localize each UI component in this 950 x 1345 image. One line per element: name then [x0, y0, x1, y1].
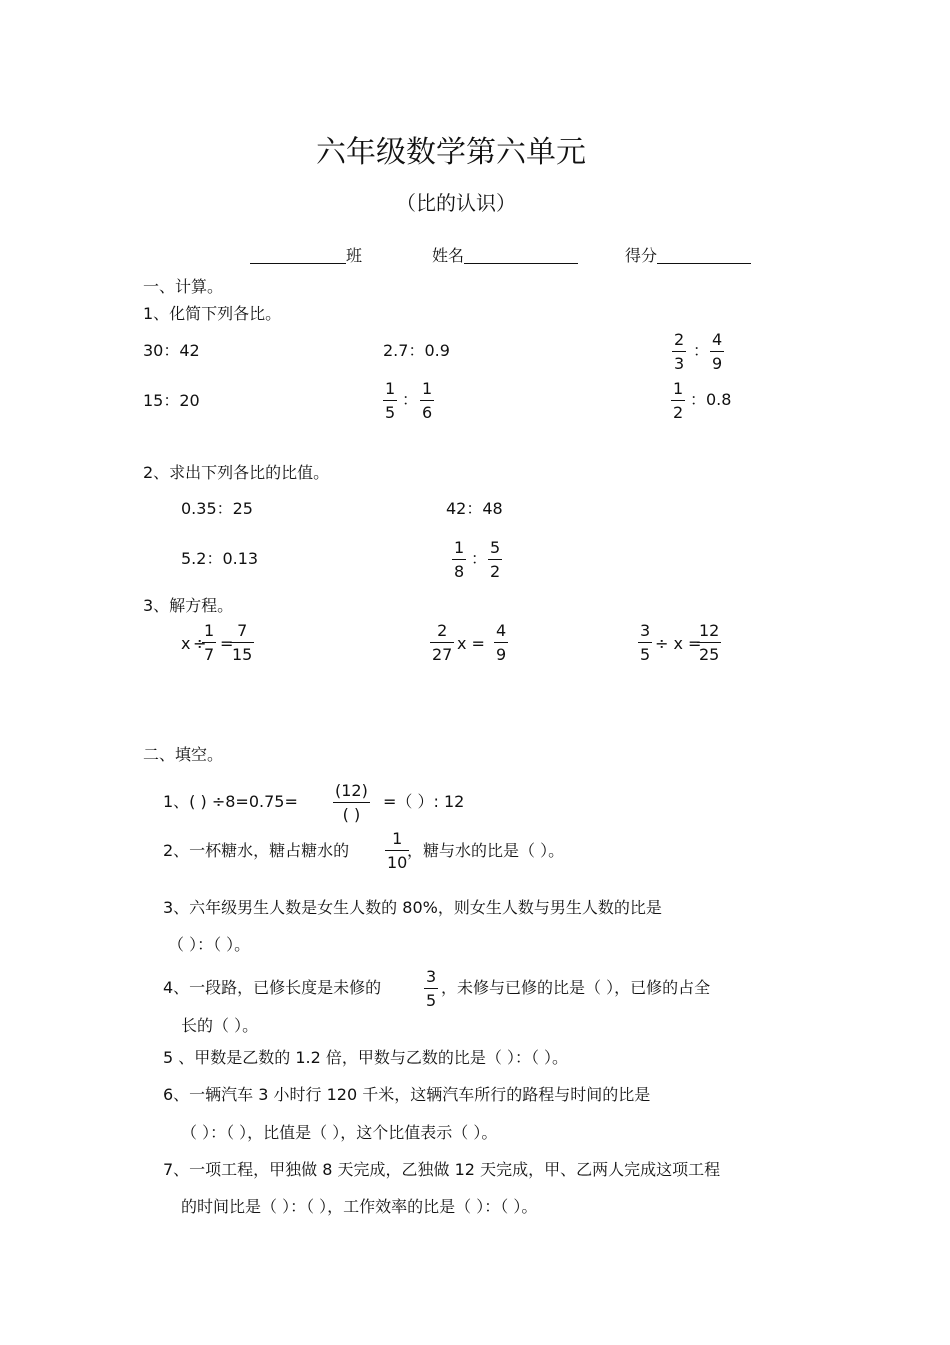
fraction-numerator: (12) — [335, 781, 368, 800]
item5: 5 、甲数是乙数的 1.2 倍，甲数与乙数的比是（ ）：（ ）。 — [163, 1048, 569, 1067]
ratio-separator: ： — [402, 390, 419, 409]
q1-r2c2-frac-a — [383, 381, 397, 421]
item3-line1: 3、六年级男生人数是女生人数的 80%，则女生人数与男生人数的比是 — [163, 898, 662, 917]
eq3-frac-a — [638, 623, 652, 663]
eq2-mid: x = — [457, 634, 485, 653]
section1-heading: 一、计算。 — [143, 277, 224, 296]
item6-line1: 6、一辆汽车 3 小时行 120 千米，这辆汽车所行的路程与时间的比是 — [163, 1085, 651, 1104]
ratio-separator: ： — [693, 341, 710, 360]
page-subtitle: （比的认识） — [396, 191, 516, 215]
q2-r2c1: 5.2：0.13 — [181, 549, 259, 568]
name-field — [432, 245, 578, 264]
q2-r1c2: 42：48 — [446, 499, 503, 518]
fraction-numerator: 2 — [437, 621, 448, 640]
fraction-denominator: 10 — [387, 853, 408, 872]
eq3-mid: ÷ x = — [655, 634, 702, 653]
fraction-denominator: 27 — [432, 645, 453, 664]
eq2-frac-b — [494, 623, 508, 663]
q2-r2c2-frac-b — [488, 540, 502, 580]
item1-frac — [333, 783, 370, 823]
fraction-numerator: 7 — [237, 621, 248, 640]
ratio-separator: ： — [471, 549, 488, 568]
item1-pre: 1、( ) ÷8=0.75= — [163, 792, 298, 811]
score-field — [625, 245, 751, 264]
class-label: 班 — [346, 246, 363, 265]
fraction-denominator: 3 — [674, 354, 685, 373]
eq1-x: x — [181, 634, 191, 653]
fraction-denominator: 25 — [699, 645, 720, 664]
name-label: 姓名 — [432, 246, 465, 265]
fraction-numerator: 1 — [204, 621, 215, 640]
q1-r2c2-frac-b — [420, 381, 434, 421]
fraction-denominator: 2 — [673, 403, 684, 422]
item1-post: =（ ）: 12 — [383, 792, 465, 811]
q2-r2c2-frac-a — [452, 540, 466, 580]
score-blank[interactable] — [657, 245, 751, 264]
info-row — [250, 245, 362, 264]
fraction-numerator: 1 — [385, 379, 396, 398]
item4-frac — [424, 969, 438, 1009]
item3-line2: （ ）：（ ）。 — [168, 935, 251, 954]
q1-r2c1: 15：20 — [143, 391, 200, 410]
name-blank[interactable] — [464, 245, 578, 264]
item6-line2: （ ）：（ ），比值是（ ），这个比值表示（ ）。 — [181, 1123, 498, 1142]
item2-post: ，糖与水的比是（ ）。 — [407, 841, 565, 860]
item2-pre: 2、一杯糖水，糖占糖水的 — [163, 841, 350, 860]
fraction-numerator: 1 — [392, 829, 403, 848]
class-blank[interactable] — [250, 245, 346, 264]
fraction-denominator: 15 — [232, 645, 253, 664]
fraction-denominator: 9 — [712, 354, 723, 373]
q1-r1c3-frac-b — [710, 332, 724, 372]
q1-label: 1、化简下列各比。 — [143, 304, 282, 323]
q1-r1c1: 30：42 — [143, 341, 200, 360]
eq3-frac-b — [697, 623, 721, 663]
q3-label: 3、解方程。 — [143, 596, 234, 615]
section2-heading: 二、填空。 — [143, 745, 224, 764]
fraction-denominator: 8 — [454, 562, 465, 581]
q2-r1c1: 0.35：25 — [181, 499, 253, 518]
item4-pre: 4、一段路，已修长度是未修的 — [163, 978, 382, 997]
eq1-frac-b — [230, 623, 254, 663]
fraction-denominator: 5 — [385, 403, 396, 422]
score-label: 得分 — [625, 246, 658, 265]
fraction-numerator: 2 — [674, 330, 685, 349]
fraction-denominator: 5 — [426, 991, 437, 1010]
fraction-numerator: 4 — [496, 621, 507, 640]
eq1-op: ÷ — [193, 634, 207, 653]
fraction-denominator: 5 — [640, 645, 651, 664]
q1-r2c3-frac — [671, 381, 685, 421]
fraction-numerator: 1 — [673, 379, 684, 398]
item7-line2: 的时间比是（ ）：（ ），工作效率的比是（ ）：（ ）。 — [181, 1197, 538, 1216]
fraction-numerator: 3 — [426, 967, 437, 986]
fraction-numerator: 1 — [454, 538, 465, 557]
item4-line2: 长的（ ）。 — [181, 1016, 259, 1035]
fraction-numerator: 5 — [490, 538, 501, 557]
eq1-equals: = — [220, 634, 234, 653]
item7-line1: 7、一项工程，甲独做 8 天完成，乙独做 12 天完成，甲、乙两人完成这项工程 — [163, 1160, 721, 1179]
fraction-denominator: 2 — [490, 562, 501, 581]
fraction-numerator: 1 — [422, 379, 433, 398]
fraction-denominator: 6 — [422, 403, 433, 422]
page-title: 六年级数学第六单元 — [316, 135, 586, 170]
eq1-frac-a — [202, 623, 216, 663]
fraction-denominator: ( ) — [342, 805, 361, 824]
eq2-frac-a — [430, 623, 454, 663]
item2-frac — [385, 831, 409, 871]
q1-r1c2: 2.7：0.9 — [383, 341, 450, 360]
q2-label: 2、求出下列各比的比值。 — [143, 463, 330, 482]
fraction-denominator: 9 — [496, 645, 507, 664]
fraction-numerator: 3 — [640, 621, 651, 640]
fraction-numerator: 12 — [699, 621, 720, 640]
q1-r2c3-rest: ：0.8 — [690, 390, 732, 409]
item4-post: ，未修与已修的比是（ ），已修的占全 — [441, 978, 711, 997]
fraction-denominator: 7 — [204, 645, 215, 664]
q1-r1c3-frac-a — [672, 332, 686, 372]
fraction-numerator: 4 — [712, 330, 723, 349]
